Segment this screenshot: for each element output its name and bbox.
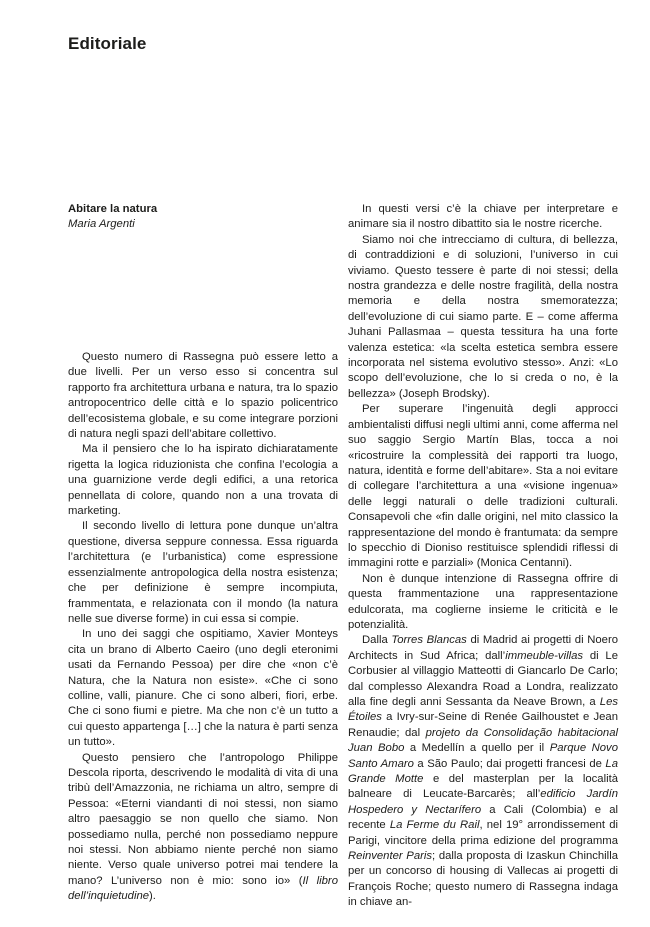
text-run: Ma il pensiero che lo ha ispirato dichiaratamente rigetta la logica riduzionista che confina l’ecologia a una guarnizione verde degli edifici, a una retorica pennellata di colore, quando non a una trovata di marketing.	[68, 443, 338, 518]
text-run: , nel 19° arrondissement di Parigi, vincitore della prima edizione del programma	[348, 819, 618, 847]
text-run: ; dalla proposta di Izaskun Chinchilla per un concorso di housing di Vallecas ai progetti di François Roche; questo numero di Rassegna indaga in chiave an-	[348, 850, 618, 909]
body-paragraph	[348, 572, 618, 634]
body-paragraph	[68, 442, 338, 519]
body-paragraph	[348, 233, 618, 402]
text-run: In uno dei saggi che ospitiamo, Xavier Monteys cita un brano di Alberto Caeiro (uno degli eteronimi usati da Fernando Pessoa) per dire che «non c’è Natura, che la Natura non esiste». «Che ci sono colline, valli, pianure. Che ci sono alberi, fiori, erbe. Che ci sono fiumi e pietre. Ma che non c’è un tutto a cui questo appartenga […] che la natura è parti senza un tutto».	[68, 628, 338, 749]
text-run: a Cali (Colombia) e al recente	[348, 803, 618, 832]
body-paragraph	[68, 350, 338, 442]
italic-run: Reinventer Paris	[348, 850, 433, 863]
text-run: a Medellín a quello per il	[404, 742, 550, 755]
text-run: di Le Corbusier al villaggio Matteotti di Giancarlo De Carlo; dal complesso Alexandra Road a Londra, realizzato alla fine degli anni Sessanta da Neave Brown, a	[348, 649, 618, 708]
text-run: di Madrid ai progetti di Noero Architects in Sud Africa; dall’	[348, 634, 618, 662]
italic-run: Torres Blancas	[391, 634, 467, 647]
page-heading: Editoriale	[68, 34, 147, 53]
article-title: Abitare la natura	[68, 203, 158, 215]
body-paragraph	[68, 519, 338, 627]
italic-run: edificio Jardín Hospedero y Nectarífero	[348, 788, 618, 816]
italic-run: Les Étoiles	[348, 696, 618, 724]
right-column	[348, 202, 618, 911]
text-run: a São Paulo; dai progetti francesi de	[413, 757, 606, 770]
text-run: Dalla	[362, 634, 392, 647]
text-run: Questo numero di Rassegna può essere letto a due livelli. Per un verso esso si concentra sul rapporto fra architettura urbana e natura, tra lo spazio antropocentrico delle città e lo spazio policentrico dell’ecosistema globale, e su come integrare porzioni di natura negli spazi dell’abitare collettivo.	[68, 351, 338, 441]
body-paragraph	[68, 627, 338, 750]
italic-run: Il libro dell’inquietudine	[68, 874, 338, 903]
italic-run: projeto da Consolidação habitacional Juan Bobo	[348, 726, 618, 755]
body-paragraph	[348, 402, 618, 571]
text-run: In questi versi c’è la chiave per interpretare e animare sia il nostro dibattito sia le nostre ricerche.	[348, 203, 618, 231]
text-run: a Ivry-sur-Seine di Renée Gailhoustet e Jean Renaudie; dal	[348, 711, 618, 739]
body-paragraph	[348, 202, 618, 233]
italic-run: La Ferme du Rail	[389, 819, 480, 832]
left-column	[68, 350, 338, 905]
italic-run: La Grande Motte	[348, 757, 618, 786]
text-run: Il secondo livello di lettura pone dunque un’altra questione, diversa seppure connessa. Essa riguarda l’architettura (e l’urbanistica) come espressione essenzialmente antropologica della nostra esistenza; che per definizione è sempre incompiuta, frammentata, e relazionata con il mondo (la natura nelle sue diverse forme) in cui essa si compie.	[68, 520, 338, 625]
body-paragraph	[348, 633, 618, 910]
italic-run: immeuble-villas	[505, 649, 584, 662]
text-run: ).	[149, 890, 156, 903]
body-paragraph	[68, 751, 338, 905]
text-run: e del masterplan per la località balneare di Leucate-Barcarès; all’	[348, 773, 619, 801]
text-run: Siamo noi che intrecciamo di cultura, di bellezza, di contraddizioni e di soluzioni, l’universo in cui viviamo. Questo tessere è parte di noi stessi; della nostra grandezza e delle nostre fragilità, della nostra memoria e della nostra smemoratezza; dell’evoluzione di cui siamo parte. E – come afferma Juhani Pallasmaa – questa tessitura ha una forte valenza estetica: «la scelta estetica sembra essere incorporata nel sistema evolutivo stesso». Anzi: «Lo scopo dell’evoluzione, che lo si creda o no, è la bellezza» (Joseph Brodsky).	[348, 233, 618, 400]
text-run: Questo pensiero che l’antropologo Philippe Descola riporta, descrivendo le modalità di vita di una tribù dell’Amazzonia, ne richiama un altro, sempre di Pessoa: «Eterni viandanti di noi stessi, non siamo altro paesaggio se non quello che siamo. Non possediamo nulla, perché non possediamo neppure noi stessi. Non abbiamo niente perché non siamo niente. Verso quale universo potrei mai tendere la mano? L’universo non è mio: sono io» (	[68, 751, 338, 887]
text-run: Non è dunque intenzione di Rassegna offrire di questa frammentazione una rappresentazione edulcorata, ma coglierne insieme le criticità e le potenzialità.	[348, 572, 618, 631]
text-run: Per superare l’ingenuità degli approcci ambientalisti diffusi negli ultimi anni, come afferma nel suo saggio Sergio Martín Blas, tocca a noi «ricostruire la complessità dei rapporti tra luogo, natura, identità e forme dell’abitare». Sta a noi evitare di collegare l’architettura a una «visione ingenua» delle leggi naturali o delle tradizioni culturali. Consapevoli che «fin dalle origini, nel mito classico la rappresentazione del mondo è frantumata: da sempre lo specchio di Dioniso restituisce splendidi riflessi di immagini rotte e parziali» (Monica Centanni).	[348, 403, 618, 570]
article-header	[68, 202, 338, 233]
italic-run: Parque Novo Santo Amaro	[348, 742, 618, 770]
article-author: Maria Argenti	[68, 218, 135, 231]
